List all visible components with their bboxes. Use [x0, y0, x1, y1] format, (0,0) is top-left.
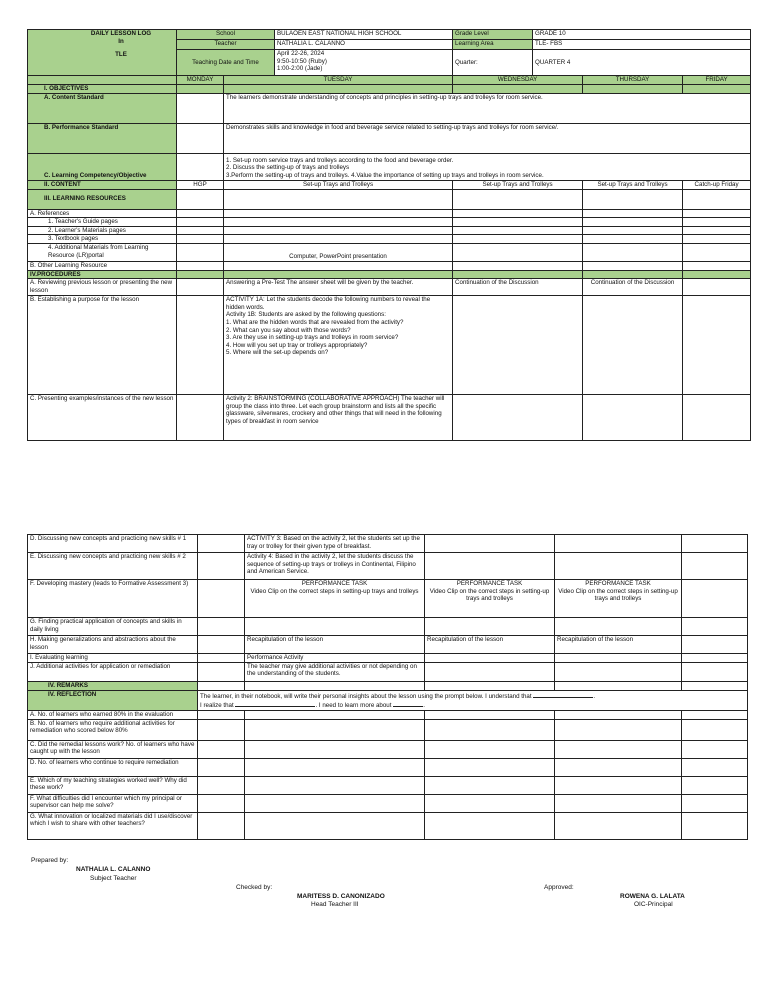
content-standard-text: The learners demonstrate understanding of concepts and principles in setting-up trays and trolleys for room service.: [224, 93, 751, 123]
reflection-f-label: F. What difficulties did I encounter which my principal or supervisor can help me solve?: [28, 794, 198, 812]
cell: [177, 395, 224, 441]
proc-f-wednesday: [425, 580, 555, 618]
competency-line-2: 2. Discuss the setting-up of trays and trolleys: [226, 164, 350, 172]
area-label: Learning Area: [453, 40, 533, 50]
proc-a-label: A. Reviewing previous lesson or presenting the new lesson: [28, 279, 177, 296]
proc-b-line-0: ACTIVITY 1A: Let the students decode the following numbers to reveal the hidden words.: [226, 296, 431, 311]
in-label: In: [118, 37, 124, 45]
cell: [177, 279, 224, 296]
cell: [198, 580, 245, 618]
other-resource-label: B. Other Learning Resource: [28, 261, 177, 270]
cell: [453, 395, 583, 441]
cell: [683, 261, 751, 270]
cell: [683, 235, 751, 244]
proc-f-thursday-text: Video Clip on the correct steps in setting-up trays and trolleys: [558, 587, 678, 603]
proc-c-tuesday: Activity 2: BRAINSTORMING (COLLABORATIVE APPROACH) The teacher will group the class into three. Let each group brainstorm and lists all the specific glassware, silverwares, crockery and other things that will need in the following types of breakfast in room service: [224, 395, 453, 441]
proc-h-wednesday: Recapitulation of the lesson: [425, 636, 555, 654]
cell: [682, 740, 748, 758]
cell: [683, 296, 751, 395]
approved-title: OIC-Principal: [634, 901, 673, 908]
proc-a-tuesday: Answering a Pre-Test The answer sheet will be given by the teacher.: [224, 279, 453, 296]
lesson-log-table-page2: [27, 534, 748, 840]
checked-by-title: Head Teacher III: [311, 901, 359, 908]
proc-f-thursday: [555, 580, 682, 618]
cell: [682, 654, 748, 663]
prepared-by-name: NATHALIA L. CALANNO: [76, 866, 151, 873]
subject-label: TLE: [115, 51, 127, 59]
cell: [224, 226, 453, 235]
cell: [453, 235, 583, 244]
proc-b-tuesday: [224, 296, 453, 395]
cell: [683, 279, 751, 296]
cell: [177, 226, 224, 235]
cell: [683, 270, 751, 279]
proc-h-thursday: Recapitulation of the lesson: [555, 636, 682, 654]
proc-f-tuesday-title: PERFORMANCE TASK: [301, 580, 368, 587]
cell: [245, 794, 425, 812]
content-standard-label: A. Content Standard: [28, 93, 177, 123]
proc-f-label: F. Developing mastery (leads to Formative Assessment 3): [28, 580, 198, 618]
cell: [555, 812, 682, 839]
teacher-label: Teacher: [177, 40, 275, 50]
date-line-3: 1:00-2:00 (Jade): [277, 65, 323, 73]
additional-materials-label: 4. Additional Materials from Learning Resource (LR)portal: [28, 243, 177, 261]
cell: [682, 553, 748, 580]
cell: [198, 535, 245, 553]
cell: [682, 812, 748, 839]
cell: [555, 710, 682, 719]
cell: [177, 123, 224, 153]
cell: [177, 209, 224, 218]
competency-text: [224, 153, 751, 180]
cell: [583, 209, 683, 218]
day-header-blank: [28, 76, 177, 85]
cell: [682, 681, 748, 690]
cell: [198, 776, 245, 794]
cell: [177, 189, 224, 209]
cell: [583, 270, 683, 279]
proc-b-line-2: 1. What are the hidden words that are revealed from the activity?: [226, 318, 404, 326]
cell: [683, 226, 751, 235]
proc-c-label: C. Presenting examples/instances of the new lesson: [28, 395, 177, 441]
cell: [177, 243, 224, 261]
quarter-value: QUARTER 4: [533, 50, 751, 76]
cell: [224, 235, 453, 244]
cell: [198, 794, 245, 812]
cell: [425, 553, 555, 580]
prepared-by-title: Subject Teacher: [90, 875, 137, 882]
proc-i-label: I. Evaluating learning: [28, 654, 198, 663]
realize-blank: [235, 700, 315, 707]
cell: [453, 296, 583, 395]
content-wednesday: Set-up Trays and Trolleys: [453, 180, 583, 189]
reflection-prompt-1: The learner, in their notebook, will write their personal insights about the lesson using the prompt below. I understand that: [200, 692, 532, 700]
cell: [555, 535, 682, 553]
cell: [555, 681, 682, 690]
cell: [555, 662, 682, 681]
content-friday: Catch-up Friday: [683, 180, 751, 189]
cell: [683, 189, 751, 209]
grade-value: GRADE 10: [533, 30, 751, 40]
proc-e-tuesday: Activity 4: Based in the activity 2, let the students discuss the sequence of setting-up trays or trolleys in Continental, Filipino and American Service.: [245, 553, 425, 580]
proc-h-tuesday: Recapitulation of the lesson: [245, 636, 425, 654]
proc-b-line-3: 2. What can you say about with those words?: [226, 326, 351, 334]
proc-f-wednesday-text: Video Clip on the correct steps in setting-up trays and trolleys: [429, 587, 550, 603]
proc-j-tuesday: The teacher may give additional activities or not depending on the understanding of the students.: [245, 662, 425, 681]
learn-more-blank: [393, 700, 423, 707]
reflection-a-label: A. No. of learners who earned 80% in the evaluation: [28, 710, 198, 719]
cell: [453, 218, 583, 227]
cell: [198, 710, 245, 719]
cell: [425, 710, 555, 719]
cell: [453, 243, 583, 261]
proc-f-thursday-title: PERFORMANCE TASK: [585, 580, 651, 587]
reflection-c-label: C. Did the remedial lessons work? No. of learners who have caught up with the lesson: [28, 740, 198, 758]
proc-d-tuesday: ACTIVITY 3: Based on the activity 2, let the students set up the tray or trolley for their given type of breakfast.: [245, 535, 425, 553]
cell: [583, 243, 683, 261]
proc-e-label: E. Discussing new concepts and practicing new skills # 2: [28, 553, 198, 580]
cell: [177, 261, 224, 270]
cell: [224, 218, 453, 227]
cell: [198, 681, 245, 690]
cell: [245, 812, 425, 839]
cell: [425, 618, 555, 636]
school-value: BULAOEN EAST NATIONAL HIGH SCHOOL: [275, 30, 453, 40]
cell: [555, 719, 682, 740]
proc-f-tuesday-text: Video Clip on the correct steps in setting-up trays and trolleys: [250, 587, 419, 595]
cell: [198, 719, 245, 740]
proc-d-label: D. Discussing new concepts and practicing new skills # 1: [28, 535, 198, 553]
objectives-heading: I. OBJECTIVES: [28, 84, 177, 93]
cell: [682, 719, 748, 740]
cell: [245, 618, 425, 636]
cell: [453, 84, 583, 93]
proc-g-label: G. Finding practical application of concepts and skills in daily living: [28, 618, 198, 636]
cell: [177, 153, 224, 180]
proc-a-wednesday: Continuation of the Discussion: [453, 279, 583, 296]
performance-standard-label: B. Performance Standard: [28, 123, 177, 153]
cell: [583, 395, 683, 441]
cell: [224, 189, 453, 209]
cell: [683, 84, 751, 93]
cell: [425, 740, 555, 758]
cell: [555, 553, 682, 580]
cell: [555, 654, 682, 663]
date-value: [275, 50, 453, 76]
cell: [425, 662, 555, 681]
cell: [682, 710, 748, 719]
reflection-label: IV. REFLECTION: [28, 690, 198, 710]
cell: [682, 636, 748, 654]
cell: [224, 209, 453, 218]
day-tuesday: TUESDAY: [224, 76, 453, 85]
checked-by-name: MARITESS D. CANONIZADO: [297, 893, 385, 900]
cell: [245, 681, 425, 690]
cell: [245, 776, 425, 794]
proc-b-line-6: 5. Where will the set-up depends on?: [226, 349, 329, 357]
competency-line-3: 3.Perform the setting-up of trays and trolleys. 4.Value the importance of setting up trays and trolleys in room service.: [226, 172, 544, 179]
cell: [177, 296, 224, 395]
performance-standard-text: Demonstrates skills and knowledge in food and beverage service related to setting-up trays and trolleys for room service/.: [224, 123, 751, 153]
cell: [425, 654, 555, 663]
cell: [245, 758, 425, 776]
proc-b-line-4: 3. Are they use in setting-up trays and trolleys in room service?: [226, 334, 399, 342]
cell: [583, 189, 683, 209]
cell: [555, 740, 682, 758]
resources-heading: III. LEARNING RESOURCES: [28, 189, 177, 209]
proc-f-tuesday: [245, 580, 425, 618]
reflection-d-label: D. No. of learners who continue to require remediation: [28, 758, 198, 776]
cell: [683, 395, 751, 441]
quarter-label: Quarter:: [453, 50, 533, 76]
reflection-b-label: B. No. of learners who require additional activities for remediation who scored below 80%: [28, 719, 198, 740]
cell: [177, 218, 224, 227]
cell: [682, 758, 748, 776]
cell: [425, 812, 555, 839]
remarks-label: IV. REMARKS: [28, 681, 198, 690]
approved-label: Approved:: [544, 884, 574, 891]
cell: [683, 209, 751, 218]
school-label: School: [177, 30, 275, 40]
date-label: Teaching Date and Time: [177, 50, 275, 76]
cell: [198, 636, 245, 654]
grade-label: Grade Level: [453, 30, 533, 40]
cell: [245, 740, 425, 758]
proc-b-label: B. Establishing a purpose for the lesson: [28, 296, 177, 395]
proc-i-tuesday: Performance Activity: [245, 654, 425, 663]
prepared-by-label: Prepared by:: [31, 857, 69, 864]
cell: [177, 235, 224, 244]
cell: [583, 235, 683, 244]
cell: [453, 226, 583, 235]
checked-by-label: Checked by:: [236, 884, 273, 891]
cell: [198, 758, 245, 776]
proc-j-label: J. Additional activities for application or remediation: [28, 662, 198, 681]
cell: [583, 84, 683, 93]
cell: [683, 218, 751, 227]
form-title-cell: [28, 30, 177, 76]
cell: [683, 243, 751, 261]
references-label: A. References: [28, 209, 177, 218]
cell: [177, 84, 224, 93]
cell: [583, 218, 683, 227]
cell: [453, 209, 583, 218]
cell: [555, 794, 682, 812]
cell: [198, 553, 245, 580]
area-value: TLE- FBS: [533, 40, 751, 50]
content-label: II. CONTENT: [28, 180, 177, 189]
cell: [198, 740, 245, 758]
proc-h-label: H. Making generalizations and abstractions about the lesson: [28, 636, 198, 654]
reflection-e-label: E. Which of my teaching strategies worked well? Why did these work?: [28, 776, 198, 794]
day-wednesday: WEDNESDAY: [453, 76, 583, 85]
proc-a-thursday: Continuation of the Discussion: [583, 279, 683, 296]
competency-label: C. Learning Competency/Objective: [28, 153, 177, 180]
approved-name: ROWENA G. LALATA: [620, 893, 685, 900]
proc-f-wednesday-title: PERFORMANCE TASK: [456, 580, 523, 587]
learners-materials-label: 2. Learner's Materials pages: [28, 226, 177, 235]
content-tuesday: Set-up Trays and Trolleys: [224, 180, 453, 189]
cell: [224, 261, 453, 270]
cell: [682, 794, 748, 812]
day-friday: FRIDAY: [683, 76, 751, 85]
cell: [245, 719, 425, 740]
day-thursday: THURSDAY: [583, 76, 683, 85]
competency-line-1: 1. Set-up room service trays and trolleys according to the food and beverage order.: [226, 156, 454, 164]
cell: [555, 776, 682, 794]
reflection-g-label: G. What innovation or localized materials did I use/discover which I wish to share with other teachers?: [28, 812, 198, 839]
cell: [198, 654, 245, 663]
cell: [682, 618, 748, 636]
reflection-prompt-3: . I need to learn more about: [315, 702, 392, 710]
cell: [583, 296, 683, 395]
cell: [682, 535, 748, 553]
teacher-value: NATHALIA L. CALANNO: [275, 40, 453, 50]
cell: [177, 93, 224, 123]
day-monday: MONDAY: [177, 76, 224, 85]
cell: [555, 618, 682, 636]
cell: [682, 776, 748, 794]
textbook-label: 3. Textbook pages: [28, 235, 177, 244]
teachers-guide-label: 1. Teacher's Guide pages: [28, 218, 177, 227]
understand-blank: [533, 691, 593, 698]
cell: [224, 84, 453, 93]
date-line-2: 9:50-10:50 (Ruby): [277, 57, 327, 65]
cell: [425, 794, 555, 812]
cell: [583, 226, 683, 235]
cell: [198, 662, 245, 681]
proc-b-line-5: 4. How will you set up tray or trolleys appropriately?: [226, 341, 368, 349]
content-monday: HGP: [177, 180, 224, 189]
content-thursday: Set-up Trays and Trolleys: [583, 180, 683, 189]
date-line-1: April 22-26, 2024: [277, 50, 325, 57]
cell: [583, 261, 683, 270]
cell: [555, 758, 682, 776]
cell: [425, 776, 555, 794]
cell: [682, 580, 748, 618]
lesson-log-table-page1: [27, 29, 751, 441]
cell: [425, 758, 555, 776]
cell: [453, 261, 583, 270]
cell: [425, 719, 555, 740]
form-title: DAILY LESSON LOG: [90, 30, 152, 37]
cell: [198, 618, 245, 636]
cell: [245, 710, 425, 719]
cell: [198, 812, 245, 839]
cell: [453, 189, 583, 209]
reflection-prompt-2: I realize that: [200, 702, 234, 710]
cell: [453, 270, 583, 279]
additional-materials-tuesday: Computer, PowerPoint presentation: [224, 243, 453, 261]
cell: [425, 681, 555, 690]
cell: [425, 535, 555, 553]
cell: [224, 270, 453, 279]
cell: [682, 662, 748, 681]
reflection-prompt: The learner, in their notebook, will write their personal insights about the lesson using the prompt below. I understand that . I realize that . I need to learn more about .: [198, 690, 748, 710]
procedures-heading: IV.PROCEDURES: [28, 270, 177, 279]
proc-b-line-1: Activity 1B: Students are asked by the following questions:: [226, 311, 386, 319]
cell: [177, 270, 224, 279]
